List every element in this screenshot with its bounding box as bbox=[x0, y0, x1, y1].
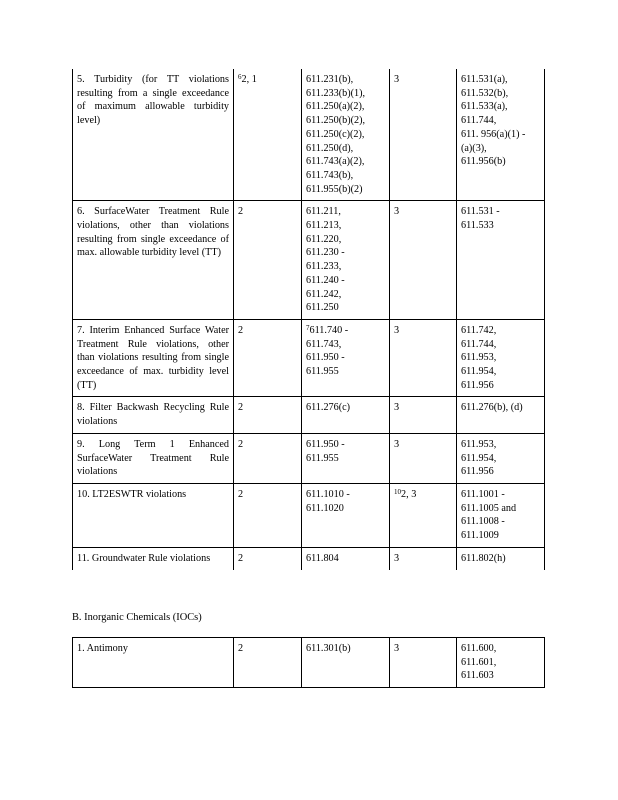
citation-cell bbox=[302, 433, 390, 483]
tier-value: 2, 1 bbox=[241, 74, 257, 85]
repeat-tier-value: 3 bbox=[394, 324, 400, 336]
table-row bbox=[73, 69, 545, 201]
violation-description: 5. Turbidity (for TT violations resulting from a single exceedance of maximum allowable turbidity level) bbox=[73, 69, 234, 201]
tier-cell bbox=[234, 547, 302, 569]
standard-cell bbox=[457, 547, 545, 569]
violation-description: 7. Interim Enhanced Surface Water Treatment Rule violations, other than violations resulting from single exceedance of max. turbidity level (TT) bbox=[73, 319, 234, 397]
repeat-tier-value: 3 bbox=[394, 206, 400, 218]
citation-cell bbox=[302, 319, 390, 397]
standard-cell bbox=[457, 319, 545, 397]
tier-value: 2 bbox=[238, 438, 244, 450]
inorganic-chemicals-table bbox=[72, 637, 545, 688]
tier-cell bbox=[234, 433, 302, 483]
standard-line: 611.1005 and bbox=[461, 502, 517, 514]
standard-line: 611.601, bbox=[461, 656, 497, 668]
citation-cell bbox=[302, 483, 390, 547]
table-row bbox=[73, 433, 545, 483]
table-row bbox=[73, 319, 545, 397]
tier-value: 2 bbox=[238, 324, 244, 336]
citation-line bbox=[306, 324, 385, 338]
tier-value: 2 bbox=[238, 643, 244, 654]
citation-line: 611.220, bbox=[306, 233, 342, 245]
standard-line: 611.1001 - bbox=[461, 488, 505, 500]
violation-description: 6. SurfaceWater Treatment Rule violations, other than violations resulting from single exceedance of max. allowable turbidity level (TT) bbox=[73, 201, 234, 320]
tier-value: 2 bbox=[238, 206, 244, 218]
repeat-tier-cell bbox=[390, 638, 457, 688]
footnote-marker: 10 bbox=[394, 487, 401, 496]
tier-cell bbox=[234, 319, 302, 397]
standard-line: 611.956 bbox=[461, 466, 494, 478]
tier-cell bbox=[234, 483, 302, 547]
standard-line: 611.954, bbox=[461, 452, 497, 464]
standard-line: 611.276(b), (d) bbox=[461, 402, 523, 414]
citation-line: 611.233(b)(1), bbox=[306, 87, 366, 99]
violations-table bbox=[72, 69, 545, 570]
citation-line: 611.230 - bbox=[306, 247, 345, 259]
inorganic-chemicals-table-body bbox=[73, 638, 545, 688]
violation-description: 11. Groundwater Rule violations bbox=[73, 547, 234, 569]
standard-line: 611.1009 bbox=[461, 530, 499, 542]
standard-cell bbox=[457, 483, 545, 547]
citation-line: 611.250 bbox=[306, 302, 339, 314]
citation-cell bbox=[302, 638, 390, 688]
tier-cell bbox=[234, 638, 302, 688]
citation-line: 611.242, bbox=[306, 288, 342, 300]
standard-cell bbox=[457, 638, 545, 688]
standard-line: 611.1008 - bbox=[461, 516, 505, 528]
standard-line: 611.600, bbox=[461, 643, 497, 654]
repeat-tier-value: 3 bbox=[394, 438, 400, 450]
standard-line: 611.953, bbox=[461, 438, 497, 450]
standard-line: 611.954, bbox=[461, 366, 497, 378]
table-row bbox=[73, 638, 545, 688]
tier-value: 2 bbox=[238, 488, 244, 500]
citation-line: 611.250(c)(2), bbox=[306, 128, 365, 140]
violation-description: 10. LT2ESWTR violations bbox=[73, 483, 234, 547]
table-row bbox=[73, 397, 545, 433]
citation-cell bbox=[302, 397, 390, 433]
footnote-marker: 7 bbox=[306, 323, 310, 332]
citation-line: 611.240 - bbox=[306, 274, 345, 286]
standard-line: 611.532(b), bbox=[461, 87, 509, 99]
table-row bbox=[73, 547, 545, 569]
repeat-tier-value: 3 bbox=[394, 643, 400, 654]
tier-cell bbox=[234, 397, 302, 433]
repeat-tier-cell bbox=[390, 433, 457, 483]
citation-line: 611.231(b), bbox=[306, 74, 354, 85]
repeat-tier-value: 3 bbox=[394, 402, 400, 414]
citation-line: 611.955(b)(2) bbox=[306, 183, 363, 195]
standard-line: 611.742, bbox=[461, 324, 497, 336]
standard-line: (a)(3), bbox=[461, 142, 487, 154]
repeat-tier-cell bbox=[390, 483, 457, 547]
violation-description: 8. Filter Backwash Recycling Rule violations bbox=[73, 397, 234, 433]
citation-line: 611.211, bbox=[306, 206, 341, 218]
citation-cell bbox=[302, 547, 390, 569]
table-row bbox=[73, 483, 545, 547]
standard-line: 611.802(h) bbox=[461, 552, 506, 564]
standard-line: 611.744, bbox=[461, 115, 497, 127]
standard-line: 611.531 - bbox=[461, 206, 500, 218]
standard-line: 611.956 bbox=[461, 379, 494, 391]
standard-line: 611.603 bbox=[461, 670, 494, 682]
standard-line: 611.956(b) bbox=[461, 156, 506, 168]
citation-line: 611.955 bbox=[306, 452, 339, 464]
repeat-tier-value: 3 bbox=[394, 74, 400, 85]
standard-line: 611.533 bbox=[461, 220, 494, 232]
citation-line: 611.743(b), bbox=[306, 169, 354, 181]
citation-cell bbox=[302, 201, 390, 320]
citation-line: 611.301(b) bbox=[306, 643, 351, 654]
citation-line: 611.955 bbox=[306, 366, 339, 378]
citation-line: 611.804 bbox=[306, 552, 339, 564]
repeat-tier-value: 2, 3 bbox=[401, 488, 417, 500]
citation-line: 611.950 - bbox=[306, 438, 345, 450]
repeat-tier-cell bbox=[390, 547, 457, 569]
repeat-tier-cell bbox=[390, 319, 457, 397]
standard-line: 611.953, bbox=[461, 352, 497, 364]
standard-cell bbox=[457, 433, 545, 483]
citation-line: 611.250(b)(2), bbox=[306, 115, 366, 127]
standard-line: 611.533(a), bbox=[461, 101, 508, 113]
citation-line: 611.743(a)(2), bbox=[306, 156, 365, 168]
repeat-tier-cell bbox=[390, 201, 457, 320]
repeat-tier-cell bbox=[390, 397, 457, 433]
section-heading: B. Inorganic Chemicals (IOCs) bbox=[72, 612, 202, 623]
standard-line: 611. 956(a)(1) - bbox=[461, 128, 526, 140]
standard-cell bbox=[457, 69, 545, 201]
tier-cell bbox=[234, 69, 302, 201]
citation-text: 611.740 - bbox=[309, 324, 349, 336]
violation-description: 9. Long Term 1 Enhanced SurfaceWater Treatment Rule violations bbox=[73, 433, 234, 483]
tier-value: 2 bbox=[238, 402, 244, 414]
citation-line: 611.213, bbox=[306, 220, 342, 232]
citation-line: 611.250(d), bbox=[306, 142, 354, 154]
citation-line: 611.1020 bbox=[306, 502, 344, 514]
citation-line: 611.250(a)(2), bbox=[306, 101, 365, 113]
repeat-tier-cell bbox=[390, 69, 457, 201]
tier-cell bbox=[234, 201, 302, 320]
standard-cell bbox=[457, 397, 545, 433]
citation-line: 611.233, bbox=[306, 261, 342, 273]
standard-line: 611.744, bbox=[461, 338, 497, 350]
violation-description: 1. Antimony bbox=[73, 638, 234, 688]
repeat-tier-value: 3 bbox=[394, 552, 400, 564]
citation-line: 611.950 - bbox=[306, 352, 345, 364]
standard-cell bbox=[457, 201, 545, 320]
tier-value: 2 bbox=[238, 552, 244, 564]
standard-line: 611.531(a), bbox=[461, 74, 508, 85]
citation-cell bbox=[302, 69, 390, 201]
violations-table-body bbox=[73, 69, 545, 570]
table-row bbox=[73, 201, 545, 320]
citation-line: 611.276(c) bbox=[306, 402, 351, 414]
citation-line: 611.743, bbox=[306, 338, 342, 350]
footnote-marker: 6 bbox=[238, 73, 242, 81]
citation-line: 611.1010 - bbox=[306, 488, 350, 500]
